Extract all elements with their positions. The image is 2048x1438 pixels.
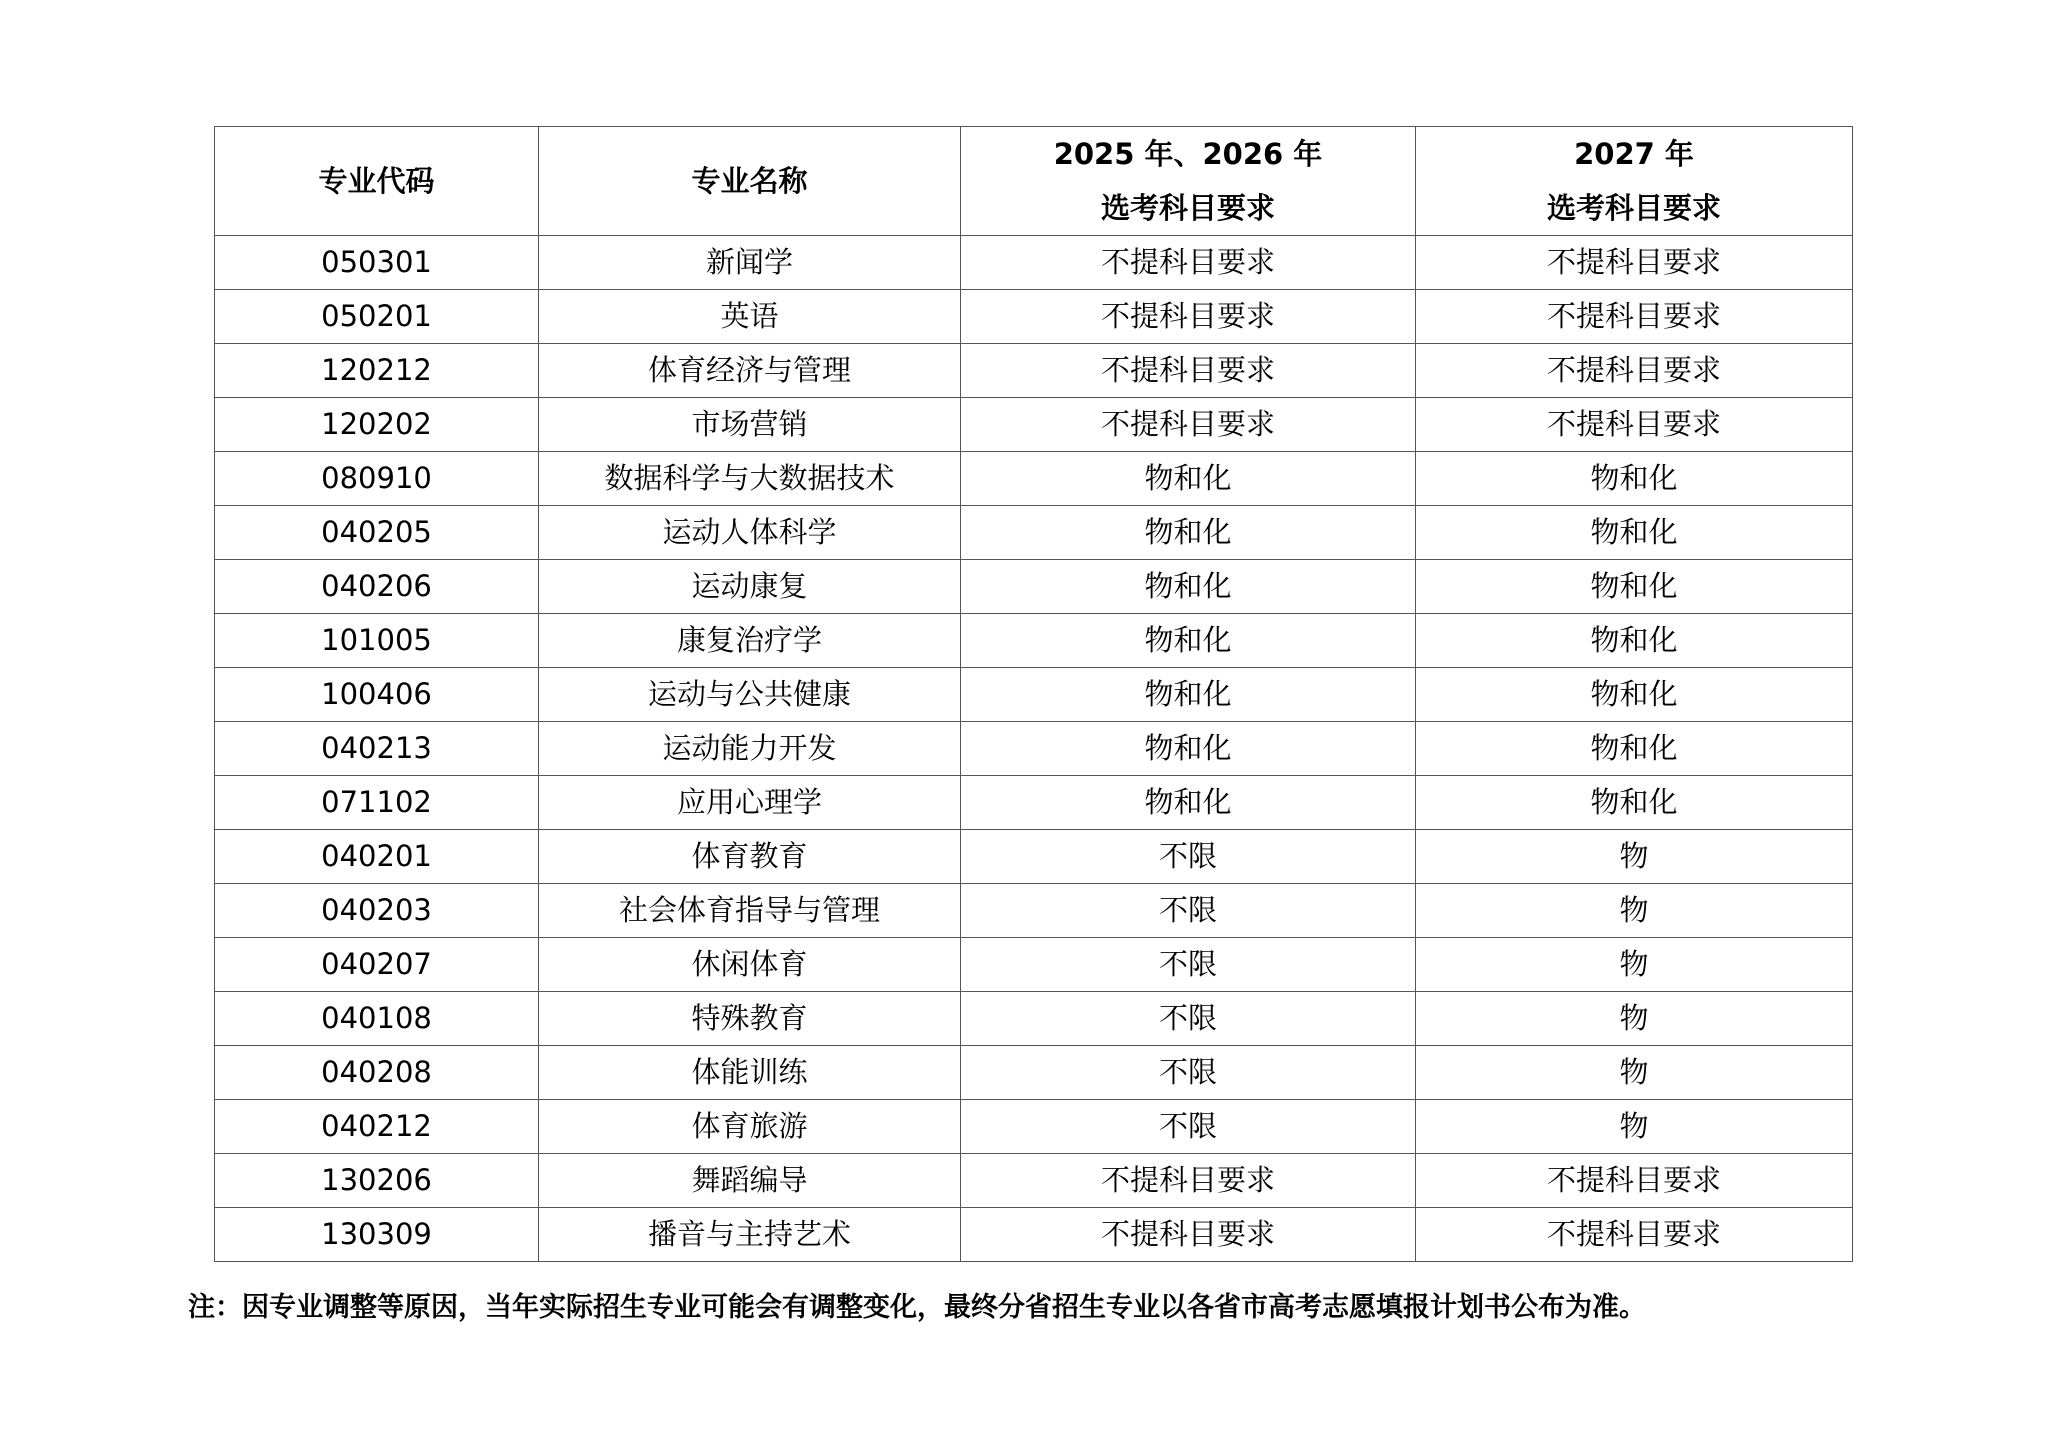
cell-major-code: 040207	[215, 938, 539, 992]
cell-requirement-2027: 不提科目要求	[1416, 1154, 1853, 1208]
cell-major-name: 康复治疗学	[539, 614, 961, 668]
major-requirements-table	[214, 126, 1853, 1262]
cell-requirement-2027: 物	[1416, 938, 1853, 992]
table-row	[215, 452, 1853, 506]
table-row	[215, 830, 1853, 884]
cell-requirement-2025-2026: 不提科目要求	[961, 236, 1416, 290]
cell-major-name: 数据科学与大数据技术	[539, 452, 961, 506]
cell-requirement-2027: 物和化	[1416, 668, 1853, 722]
cell-requirement-2025-2026: 物和化	[961, 668, 1416, 722]
cell-major-name: 运动与公共健康	[539, 668, 961, 722]
cell-requirement-2027: 物和化	[1416, 452, 1853, 506]
table-row	[215, 236, 1853, 290]
header-major-code: 专业代码	[215, 127, 539, 236]
cell-major-name: 体育经济与管理	[539, 344, 961, 398]
table-row	[215, 938, 1853, 992]
cell-requirement-2025-2026: 不限	[961, 1100, 1416, 1154]
cell-major-code: 040213	[215, 722, 539, 776]
table-row	[215, 560, 1853, 614]
table-row	[215, 776, 1853, 830]
table-row	[215, 722, 1853, 776]
cell-major-name: 舞蹈编导	[539, 1154, 961, 1208]
cell-requirement-2027: 物	[1416, 830, 1853, 884]
cell-requirement-2025-2026: 不限	[961, 938, 1416, 992]
header-requirement-2027	[1416, 127, 1853, 236]
cell-requirement-2025-2026: 物和化	[961, 506, 1416, 560]
cell-requirement-2025-2026: 不限	[961, 830, 1416, 884]
cell-major-name: 播音与主持艺术	[539, 1208, 961, 1262]
cell-requirement-2025-2026: 不限	[961, 884, 1416, 938]
cell-requirement-2027: 物	[1416, 1100, 1853, 1154]
cell-requirement-2025-2026: 物和化	[961, 614, 1416, 668]
table-row	[215, 398, 1853, 452]
cell-requirement-2027: 不提科目要求	[1416, 398, 1853, 452]
header-requirement-2025-2026-line1: 2025 年、2026 年	[1053, 137, 1323, 171]
cell-requirement-2027: 不提科目要求	[1416, 1208, 1853, 1262]
cell-requirement-2025-2026: 物和化	[961, 452, 1416, 506]
header-requirement-2027-line2: 选考科目要求	[1546, 191, 1721, 225]
header-requirement-2027-line1: 2027 年	[1574, 137, 1694, 171]
cell-requirement-2025-2026: 不提科目要求	[961, 398, 1416, 452]
cell-major-name: 新闻学	[539, 236, 961, 290]
cell-major-code: 040205	[215, 506, 539, 560]
cell-major-name: 市场营销	[539, 398, 961, 452]
cell-requirement-2027: 物和化	[1416, 614, 1853, 668]
cell-major-code: 040108	[215, 992, 539, 1046]
cell-requirement-2027: 物和化	[1416, 506, 1853, 560]
cell-major-code: 130206	[215, 1154, 539, 1208]
cell-major-name: 运动人体科学	[539, 506, 961, 560]
cell-requirement-2025-2026: 物和化	[961, 722, 1416, 776]
cell-major-code: 120202	[215, 398, 539, 452]
cell-major-code: 050301	[215, 236, 539, 290]
cell-major-name: 社会体育指导与管理	[539, 884, 961, 938]
cell-major-name: 特殊教育	[539, 992, 961, 1046]
cell-major-name: 体育旅游	[539, 1100, 961, 1154]
header-major-name: 专业名称	[539, 127, 961, 236]
cell-requirement-2027: 不提科目要求	[1416, 236, 1853, 290]
cell-requirement-2025-2026: 不提科目要求	[961, 290, 1416, 344]
cell-requirement-2027: 不提科目要求	[1416, 290, 1853, 344]
cell-requirement-2025-2026: 不提科目要求	[961, 1154, 1416, 1208]
table-row	[215, 992, 1853, 1046]
table-row	[215, 614, 1853, 668]
table-row	[215, 1154, 1853, 1208]
cell-requirement-2025-2026: 不提科目要求	[961, 1208, 1416, 1262]
cell-major-code: 071102	[215, 776, 539, 830]
cell-requirement-2027: 物	[1416, 992, 1853, 1046]
cell-major-code: 050201	[215, 290, 539, 344]
table-row	[215, 1046, 1853, 1100]
cell-requirement-2025-2026: 不限	[961, 992, 1416, 1046]
cell-requirement-2027: 物和化	[1416, 722, 1853, 776]
table-row	[215, 290, 1853, 344]
cell-major-code: 080910	[215, 452, 539, 506]
cell-requirement-2027: 物	[1416, 884, 1853, 938]
cell-major-code: 040206	[215, 560, 539, 614]
header-requirement-2025-2026-line2: 选考科目要求	[1100, 191, 1275, 225]
cell-requirement-2025-2026: 不限	[961, 1046, 1416, 1100]
cell-requirement-2027: 物	[1416, 1046, 1853, 1100]
cell-major-name: 运动康复	[539, 560, 961, 614]
cell-requirement-2025-2026: 物和化	[961, 560, 1416, 614]
table-row	[215, 1208, 1853, 1262]
cell-major-name: 应用心理学	[539, 776, 961, 830]
cell-major-code: 130309	[215, 1208, 539, 1262]
cell-major-name: 英语	[539, 290, 961, 344]
table-row	[215, 506, 1853, 560]
cell-major-code: 100406	[215, 668, 539, 722]
cell-major-code: 040212	[215, 1100, 539, 1154]
cell-requirement-2027: 物和化	[1416, 560, 1853, 614]
cell-major-code: 120212	[215, 344, 539, 398]
header-requirement-2025-2026	[961, 127, 1416, 236]
cell-major-name: 体能训练	[539, 1046, 961, 1100]
cell-major-code: 040201	[215, 830, 539, 884]
table-row	[215, 344, 1853, 398]
cell-major-code: 040208	[215, 1046, 539, 1100]
table-header-row	[215, 127, 1853, 236]
cell-major-name: 体育教育	[539, 830, 961, 884]
cell-requirement-2025-2026: 物和化	[961, 776, 1416, 830]
cell-major-name: 休闲体育	[539, 938, 961, 992]
table-row	[215, 884, 1853, 938]
table-body	[215, 236, 1853, 1262]
footnote: 注：因专业调整等原因，当年实际招生专业可能会有调整变化，最终分省招生专业以各省市高考志愿填报计划书公布为准。	[188, 1292, 1646, 1323]
table-row	[215, 668, 1853, 722]
cell-requirement-2025-2026: 不提科目要求	[961, 344, 1416, 398]
cell-requirement-2027: 不提科目要求	[1416, 344, 1853, 398]
table-row	[215, 1100, 1853, 1154]
cell-major-name: 运动能力开发	[539, 722, 961, 776]
cell-requirement-2027: 物和化	[1416, 776, 1853, 830]
cell-major-code: 040203	[215, 884, 539, 938]
cell-major-code: 101005	[215, 614, 539, 668]
